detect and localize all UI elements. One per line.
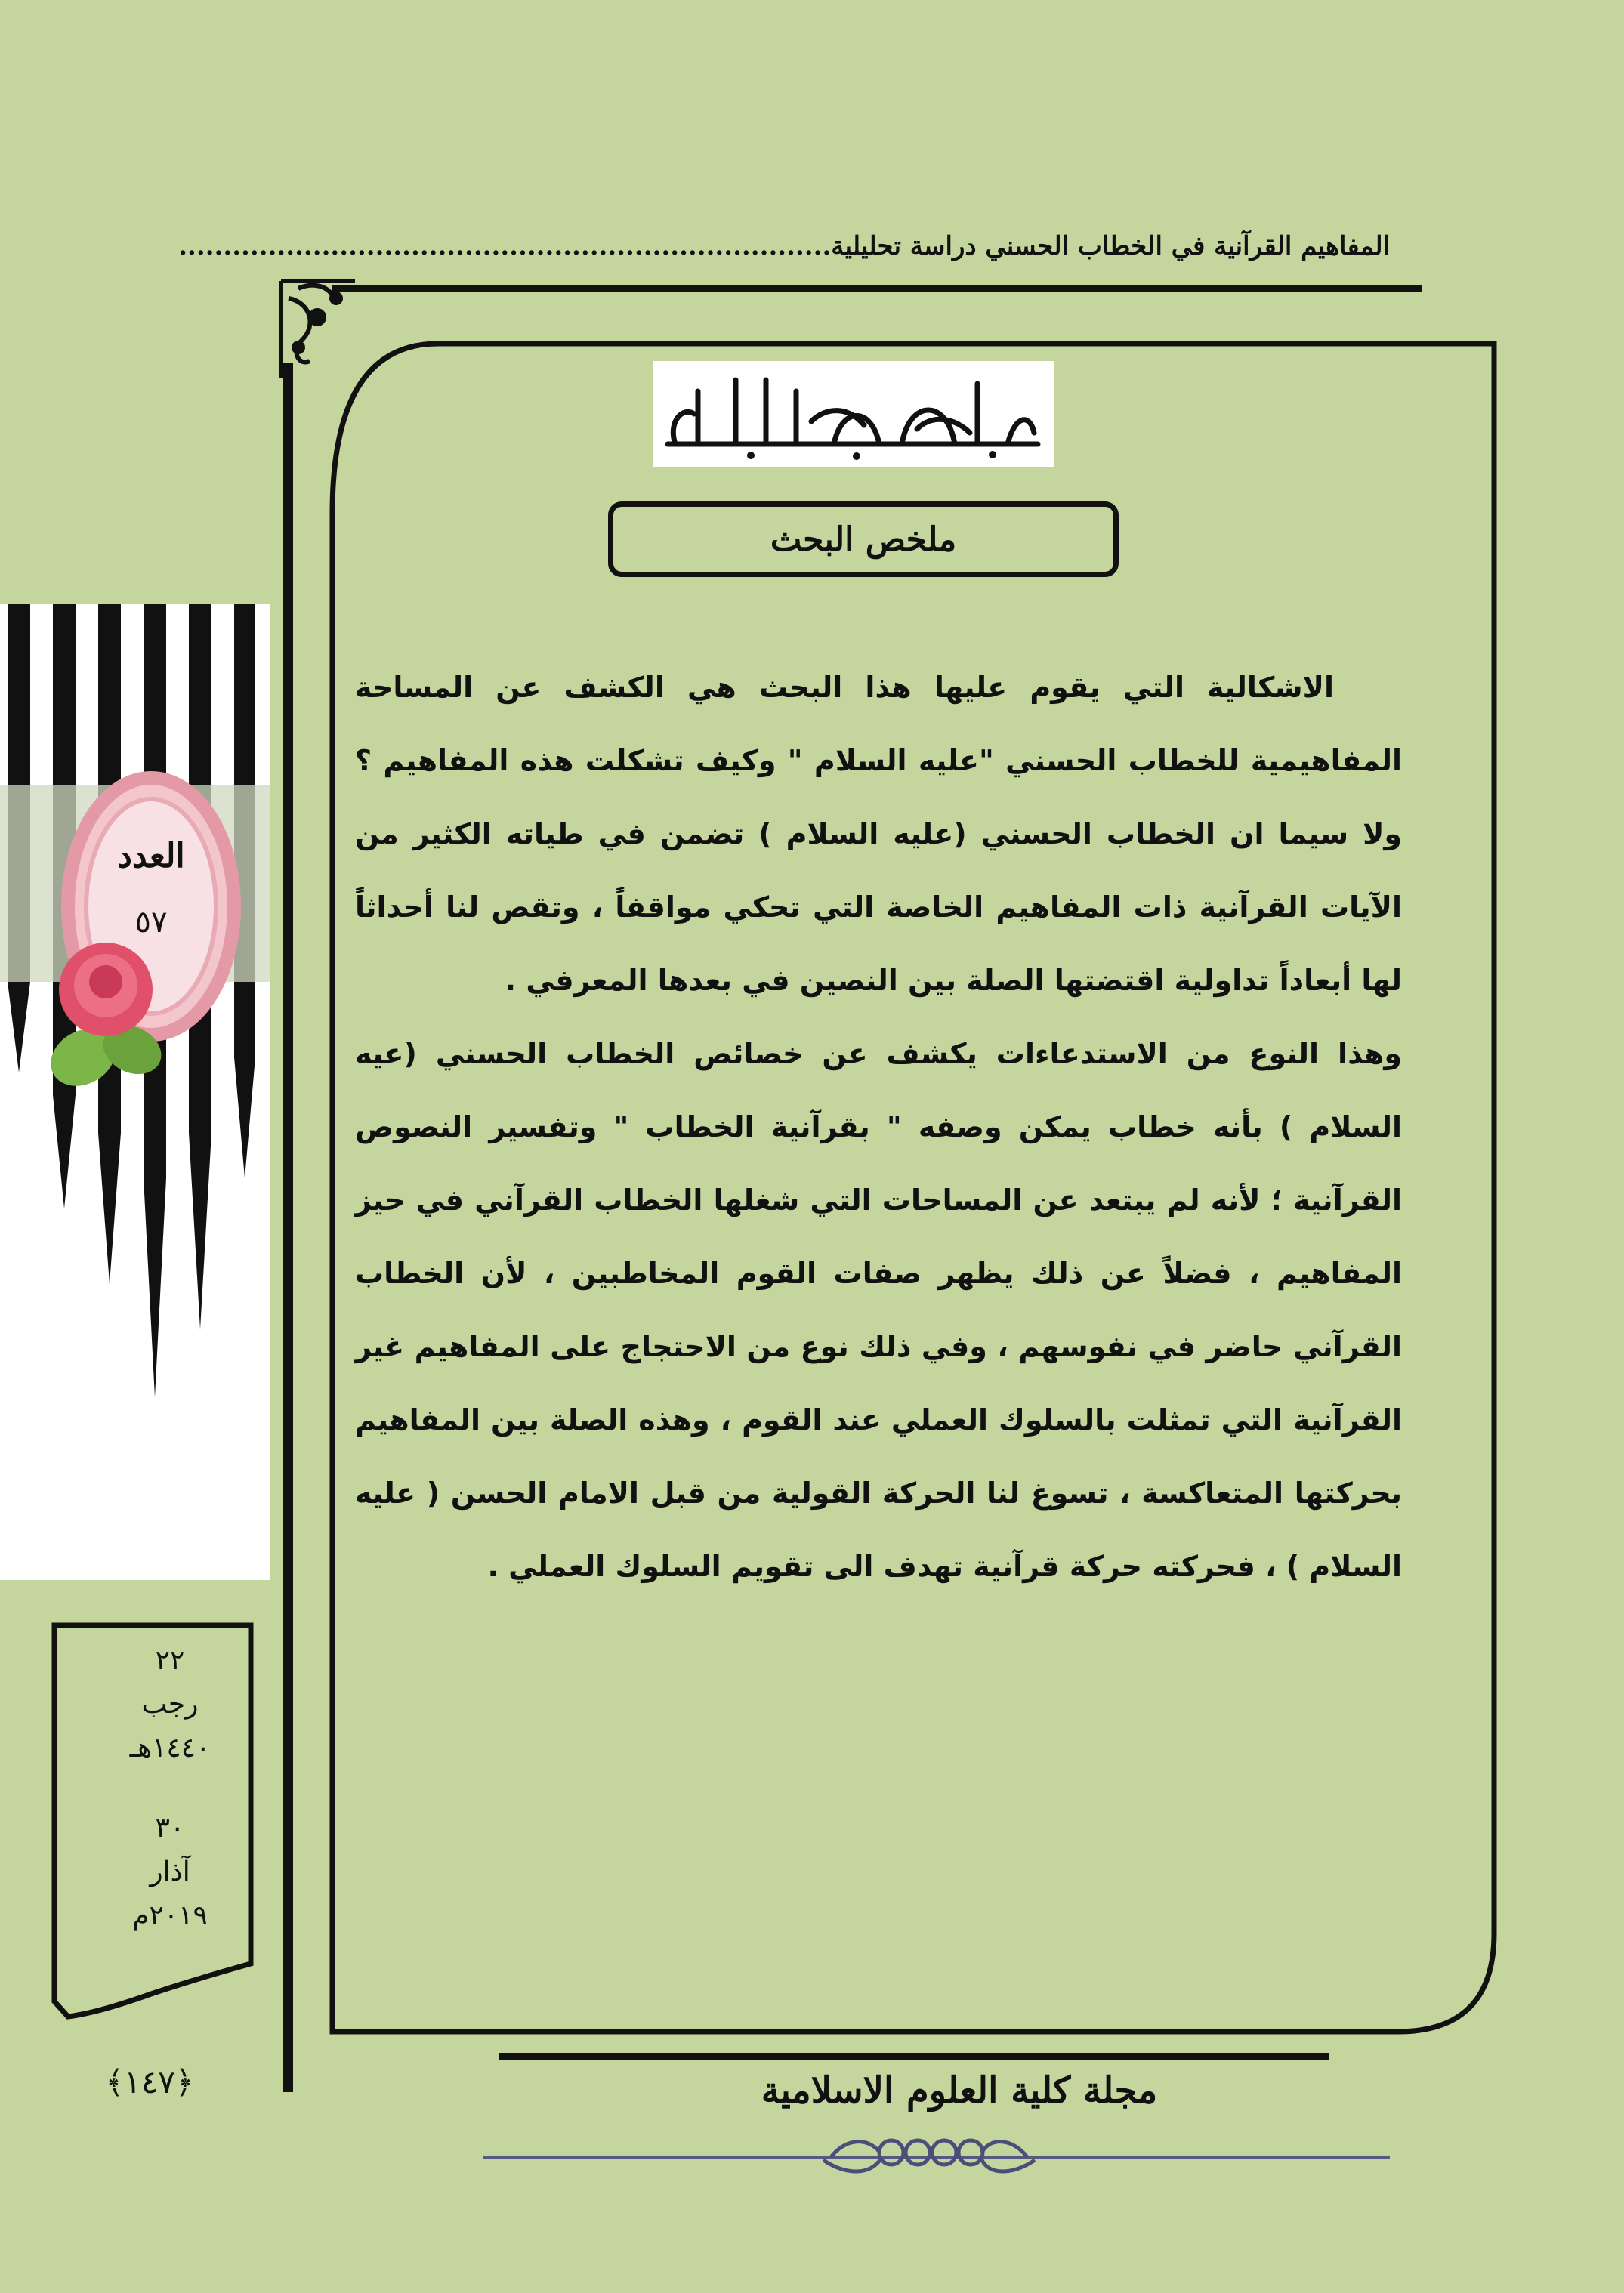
date-gregorian-day: ٣٠ (155, 1813, 185, 1844)
basmala-calligraphy (653, 361, 1054, 467)
abstract-body (355, 651, 1402, 1603)
issue-number: ٥٧ (134, 905, 168, 940)
page-number: ﴿١٤٧﴾ (105, 2063, 194, 2100)
issue-label: العدد (117, 837, 185, 875)
abstract-paragraph: وهذا النوع من الاستدعاءات يكشف عن خصائص الخطاب الحسني (عيه السلام ) بأنه خطاب يمكن وصفه " بقرآنية الخطاب " وتفسير النصوص القرآنية ؛ لأنه لم يبتعد عن المساحات التي شغلها الخطاب القرآني في حيز المفاهيم ، فضلاً عن ذلك يظهر صفات القوم المخاطبين ، لأن الخطاب القرآني حاضر في نفوسهم ، وفي ذلك نوع من الاحتجاج على المفاهيم غير القرآنية التي تمثلت بالسلوك العملي عند القوم ، وهذه الصلة بين المفاهيم بحركتها المتعاكسة ، تسوغ لنا الحركة القولية من قبل الامام الحسن ( عليه السلام ) ، فحركته حركة قرآنية تهدف الى تقويم السلوك العملي . (355, 1037, 1402, 1583)
abstract-title-box (608, 501, 1119, 577)
footer-rule (499, 2053, 1329, 2060)
date-hijri-day: ٢٢ (155, 1645, 185, 1676)
basmala-calligraphy-icon (653, 361, 1054, 467)
journal-name: مجلة كلية العلوم الاسلامية (761, 2069, 1158, 2112)
stripe-decoration (0, 604, 270, 1580)
date-gregorian-month: آذار (150, 1856, 190, 1887)
abstract-title: ملخص البحث (770, 520, 957, 559)
date-hijri-month: رجب (141, 1689, 199, 1720)
date-hijri-year: ١٤٤٠هـ (129, 1733, 211, 1764)
abstract-paragraph: الاشكالية التي يقوم عليها هذا البحث هي الكشف عن المساحة المفاهيمية للخطاب الحسني "عليه السلام " وكيف تشكلت هذه المفاهيم ؟ ولا سيما ان الخطاب الحسني (عليه السلام ) تضمن في طياته الكثير من الآيات القرآنية ذات المفاهيم الخاصة التي تحكي مواقفاً ، وتقص لنا أحداثاً لها أبعاداً تداولية اقتضتها الصلة بين النصين في بعدها المعرفي . (355, 671, 1402, 997)
footer-ornament-icon (483, 2140, 1390, 2171)
date-gregorian-year: ٢٠١٩م (132, 1900, 208, 1931)
frame-left-bar (283, 363, 293, 2092)
header-rule (332, 285, 1422, 292)
running-header-title: المفاهيم القرآنية في الخطاب الحسني دراسة تحليلية......................................................................... (178, 231, 1390, 261)
